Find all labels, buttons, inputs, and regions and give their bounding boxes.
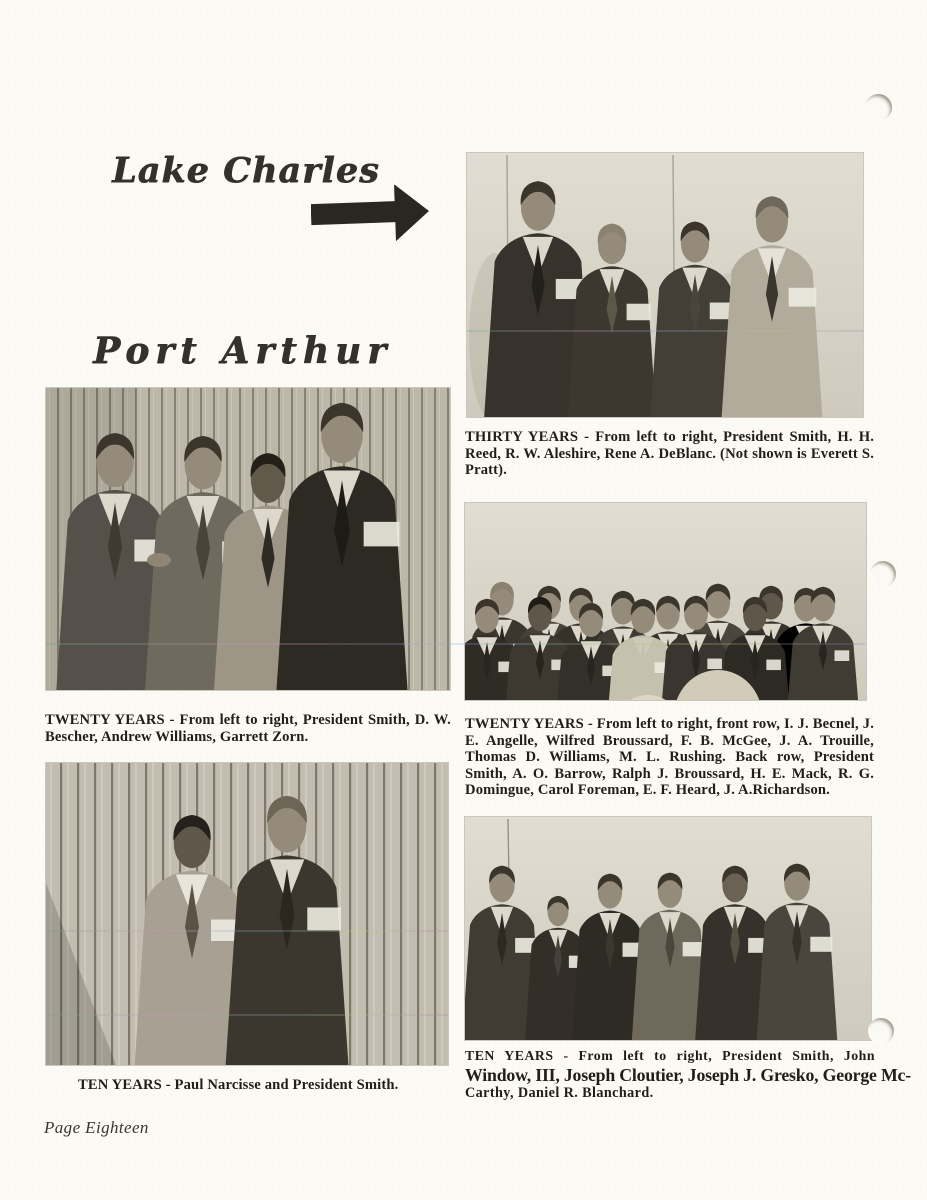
caption-ten-years-lake-charles xyxy=(465,1048,911,1101)
hole-punch xyxy=(865,94,892,121)
photo-thirty-years-lake-charles xyxy=(467,153,863,417)
hole-punch xyxy=(870,561,896,587)
caption-line: Carthy, Daniel R. Blanchard. xyxy=(465,1084,654,1101)
photo-ten-years-port-arthur xyxy=(46,763,448,1065)
handshake xyxy=(147,553,171,567)
hole-punch xyxy=(868,1018,894,1044)
photo-twenty-years-lake-charles xyxy=(465,503,866,700)
caption-thirty-years: THIRTY YEARS - From left to right, President Smith, H. H. Reed, R. W. Aleshire, Rene A. DeBlanc. (Not shown is Everett S. Pratt). xyxy=(465,429,874,479)
caption-line: TEN YEARS - From left to right, President Smith, John xyxy=(465,1048,875,1063)
heading-lake-charles: Lake Charles xyxy=(112,150,380,191)
right-arrow-icon xyxy=(311,185,431,248)
caption-ten-years-port-arthur: TEN YEARS - Paul Narcisse and President Smith. xyxy=(78,1077,399,1093)
photo-ten-years-lake-charles xyxy=(465,817,871,1040)
caption-twenty-years-port-arthur: TWENTY YEARS - From left to right, President Smith, D. W. Bescher, Andrew Williams, Garrett Zorn. xyxy=(45,712,451,745)
heading-port-arthur: Port Arthur xyxy=(93,330,393,372)
caption-twenty-years-lake-charles: TWENTY YEARS - From left to right, front row, I. J. Becnel, J. E. Angelle, Wilfred Broussard, F. B. McGee, J. A. Trouille, Thomas D. Williams, M. L. Rushing. Back row, President Smith, A. O. Barrow, Ralph J. Broussard, H. E. Mack, R. G. Domingue, Carol Foreman, E. F. Heard, J. A.Richardson. xyxy=(465,716,874,799)
photo-twenty-years-port-arthur xyxy=(46,388,450,690)
page-number: Page Eighteen xyxy=(44,1118,149,1137)
caption-line: Window, III, Joseph Cloutier, Joseph J. Gresko, George Mc- xyxy=(465,1064,911,1085)
